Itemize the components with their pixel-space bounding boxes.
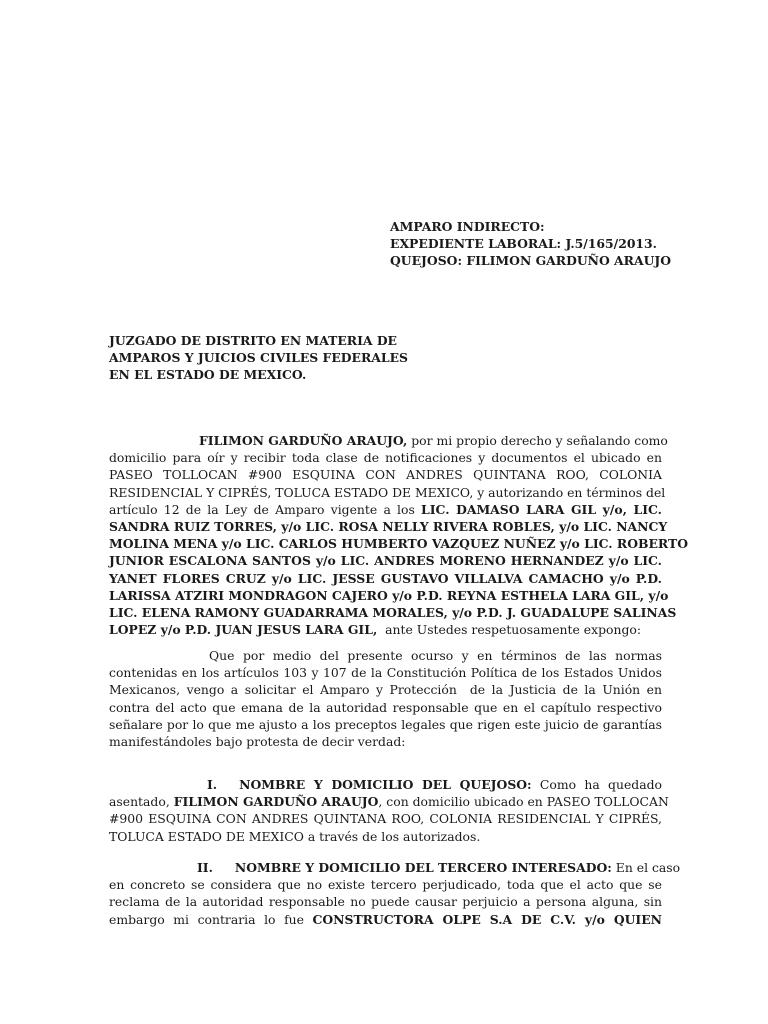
section-1-line-2: asentado, FILIMON GARDUÑO ARAUJO, con domicilio ubicado en PASEO TOLLOCAN xyxy=(109,794,669,810)
petition-line-6: manifestándoles bajo protesta de decir verdad: xyxy=(109,734,406,750)
section-quejoso xyxy=(109,776,669,845)
header-line-amparo: AMPARO INDIRECTO: xyxy=(390,219,545,234)
petitioner-name: FILIMON GARDUÑO ARAUJO, xyxy=(199,433,408,448)
section-1-line-3: #900 ESQUINA CON ANDRES QUINTANA ROO, COLONIA RESIDENCIAL Y CIPRÉS, xyxy=(109,811,662,827)
case-header xyxy=(390,218,690,270)
petition-line-4: contra del acto que emana de la autoridad responsable que en el capítulo respectivo xyxy=(109,699,662,715)
petition-line-2: contenidas en los artículos 103 y 107 de la Constitución Política de los Estados Unidos xyxy=(109,665,662,681)
section-2-line-2: en concreto se considera que no existe tercero perjudicado, toda que el acto que se xyxy=(109,877,662,893)
section-1-numeral: I. xyxy=(207,777,218,792)
petition-paragraph xyxy=(109,647,662,750)
section-1-line-4: TOLUCA ESTADO DE MEXICO a través de los autorizados. xyxy=(109,828,481,844)
court-line-2: AMPAROS Y JUICIOS CIVILES FEDERALES xyxy=(109,350,408,366)
court-line-1: JUZGADO DE DISTRITO EN MATERIA DE xyxy=(109,333,398,348)
section-1-heading-line: I. NOMBRE Y DOMICILIO DEL QUEJOSO: Como ha quedado xyxy=(207,777,662,792)
section-2-numeral: II. xyxy=(197,860,213,875)
intro-line-2: domicilio para oír y recibir toda clase de notificaciones y documentos el ubicado en xyxy=(109,450,662,466)
petition-line-5: señalare por lo que me ajusto a los preceptos legales que rigen este juicio de garantías xyxy=(109,716,662,732)
section-tercero xyxy=(109,859,681,928)
section-2-heading-line: II. NOMBRE Y DOMICILIO DEL TERCERO INTERESADO: En el caso xyxy=(197,860,681,875)
intro-line-1: FILIMON GARDUÑO ARAUJO, por mi propio derecho y señalando como xyxy=(199,433,668,448)
petition-line-1: Que por medio del presente ocurso y en términos de las normas xyxy=(209,648,662,663)
intro-line-11: LIC. ELENA RAMONY GUADARRAMA MORALES, y/o P.D. J. GUADALUPE SALINAS xyxy=(109,605,677,621)
section-2-line-3: reclama de la autoridad responsable no puede causar perjuicio a persona alguna, sin xyxy=(109,894,662,910)
intro-line-3: PASEO TOLLOCAN #900 ESQUINA CON ANDRES QUINTANA ROO, COLONIA xyxy=(109,467,662,483)
intro-line-6: SANDRA RUIZ TORRES, y/o LIC. ROSA NELLY RIVERA ROBLES, y/o LIC. NANCY xyxy=(109,519,668,535)
court-addressee xyxy=(109,332,409,384)
petition-line-3: Mexicanos, vengo a solicitar el Amparo y Protección de la Justicia de la Unión en xyxy=(109,682,662,698)
intro-line-8: JUNIOR ESCALONA SANTOS y/o LIC. ANDRES MORENO HERNANDEZ y/o LIC. xyxy=(109,553,662,569)
court-line-3: EN EL ESTADO DE MEXICO. xyxy=(109,367,307,383)
header-line-quejoso: QUEJOSO: FILIMON GARDUÑO ARAUJO xyxy=(390,253,672,269)
section-2-heading: NOMBRE Y DOMICILIO DEL TERCERO INTERESADO: xyxy=(234,860,612,875)
section-1-heading: NOMBRE Y DOMICILIO DEL QUEJOSO: xyxy=(239,777,532,792)
intro-line-4: RESIDENCIAL Y CIPRÉS, TOLUCA ESTADO DE MEXICO, y autorizando en términos del xyxy=(109,484,666,500)
header-line-expediente: EXPEDIENTE LABORAL: J.5/165/2013. xyxy=(390,236,657,252)
section-2-line-4: embargo mi contraria lo fue CONSTRUCTORA OLPE S.A DE C.V. y/o QUIEN xyxy=(109,911,662,927)
intro-line-9: YANET FLORES CRUZ y/o LIC. JESSE GUSTAVO VILLALVA CAMACHO y/o P.D. xyxy=(109,570,662,586)
intro-line-5: artículo 12 de la Ley de Amparo vigente a los LIC. DAMASO LARA GIL y/o, LIC. xyxy=(109,501,662,517)
intro-line-7: MOLINA MENA y/o LIC. CARLOS HUMBERTO VAZQUEZ NUÑEZ y/o LIC. ROBERTO xyxy=(109,536,689,552)
intro-line-12: LOPEZ y/o P.D. JUAN JESUS LARA GIL, ante Ustedes respetuosamente expongo: xyxy=(109,622,642,638)
intro-line-10: LARISSA ATZIRI MONDRAGON CAJERO y/o P.D. REYNA ESTHELA LARA GIL, y/o xyxy=(109,587,669,603)
intro-paragraph xyxy=(109,432,689,638)
